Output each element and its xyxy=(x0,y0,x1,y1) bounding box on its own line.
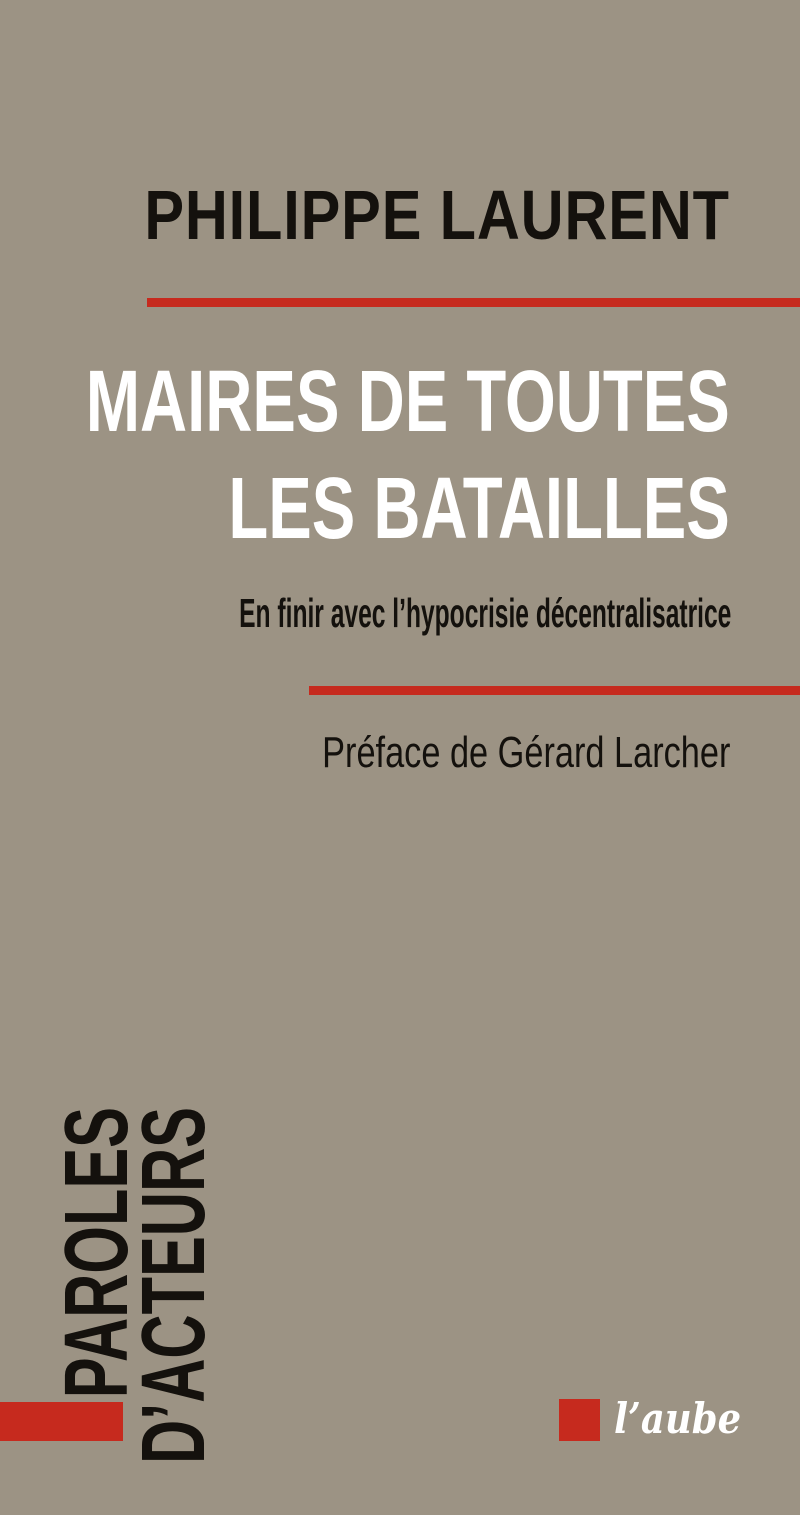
title-line-2: LES BATAILLES xyxy=(228,460,730,557)
collection-red-block xyxy=(0,1402,123,1441)
publisher-red-square-icon xyxy=(559,1399,600,1441)
publisher-logo xyxy=(559,1394,758,1443)
book-title xyxy=(86,348,730,562)
subtitle: En finir avec l’hypocrisie décentralisatrice xyxy=(238,590,731,636)
middle-red-rule xyxy=(309,686,800,695)
publisher-name: l’aube xyxy=(614,1394,742,1443)
top-red-rule xyxy=(147,298,800,307)
collection-line-1: PAROLES xyxy=(47,1107,147,1399)
author-name: PHILIPPE LAURENT xyxy=(144,176,730,254)
collection-banner xyxy=(47,1107,224,1515)
title-line-1: MAIRES DE TOUTES xyxy=(85,353,730,450)
collection-line-2: D’ACTEURS xyxy=(124,1107,224,1465)
preface-credit: Préface de Gérard Larcher xyxy=(321,728,730,777)
